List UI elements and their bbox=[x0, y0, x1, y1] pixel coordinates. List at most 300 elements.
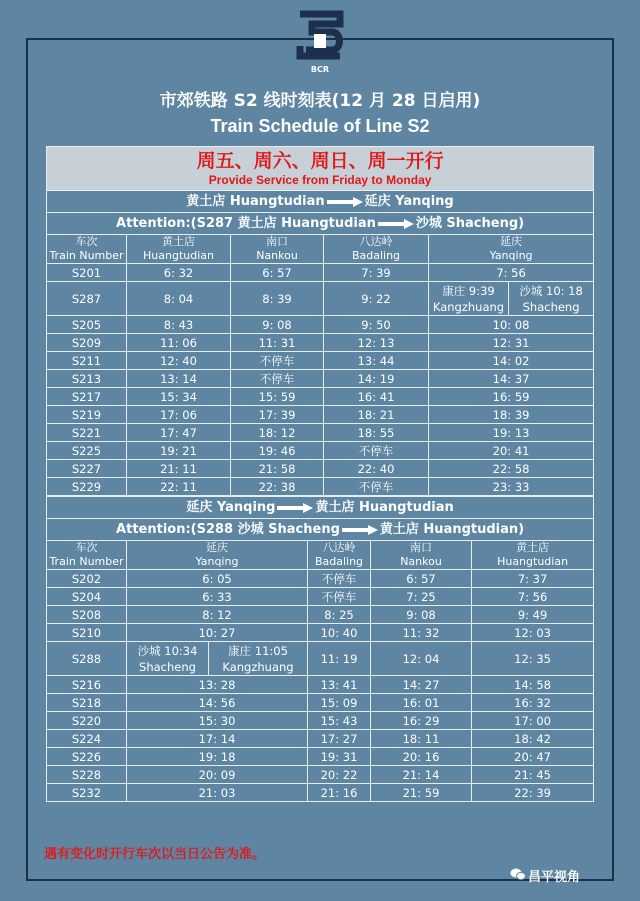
table-cell bbox=[371, 712, 472, 730]
header-en: Huangtudian bbox=[143, 249, 214, 262]
header-cn: 车次 bbox=[75, 541, 98, 554]
attention-prefix: Attention:(S287 黄土店 Huangtudian bbox=[116, 216, 376, 231]
attention-line bbox=[47, 519, 594, 541]
cell-value: 22: 40 bbox=[357, 461, 395, 476]
cell-value: 11: 19 bbox=[320, 651, 358, 666]
table-cell bbox=[231, 282, 324, 316]
table-cell bbox=[324, 316, 429, 334]
cell-value: 13: 44 bbox=[357, 353, 395, 368]
table-cell bbox=[472, 588, 594, 606]
cell-value: S227 bbox=[71, 461, 102, 476]
arrow-right-icon bbox=[378, 219, 414, 229]
cell-value: 20: 09 bbox=[198, 767, 236, 782]
cell-value: 12: 13 bbox=[357, 335, 395, 350]
table-cell bbox=[127, 730, 308, 748]
cell-value: 21: 11 bbox=[160, 461, 197, 476]
cell-value: S224 bbox=[71, 731, 102, 746]
header-cell bbox=[127, 235, 231, 264]
table-row bbox=[47, 676, 594, 694]
header-cn: 八达岭 bbox=[359, 235, 393, 248]
header-row bbox=[47, 541, 594, 570]
cell-value: 15: 59 bbox=[258, 389, 296, 404]
table-cell bbox=[429, 316, 594, 334]
split-station: Shacheng bbox=[522, 299, 580, 314]
cell-value: 17: 00 bbox=[514, 713, 551, 728]
cell-value: 17: 39 bbox=[258, 407, 296, 422]
cell-value: 18: 11 bbox=[402, 731, 440, 746]
cell-value: 20: 47 bbox=[514, 749, 551, 764]
cell-value: 15: 43 bbox=[320, 713, 358, 728]
dir-to: 延庆 Yanqing bbox=[364, 194, 454, 209]
table-cell bbox=[127, 766, 308, 784]
cell-value: 10: 08 bbox=[492, 317, 530, 332]
table-cell bbox=[231, 370, 324, 388]
cell-value: 19: 18 bbox=[198, 749, 236, 764]
cell-value: 12: 04 bbox=[402, 651, 440, 666]
direction-line bbox=[47, 496, 594, 519]
header-cell bbox=[231, 235, 324, 264]
title-cn: 市郊铁路 S2 线时刻表(12 月 28 日启用) bbox=[159, 91, 481, 111]
table-cell bbox=[472, 606, 594, 624]
cell-value: 18: 42 bbox=[514, 731, 551, 746]
attention-line bbox=[47, 213, 594, 235]
cell-value: 14: 56 bbox=[198, 695, 236, 710]
table-cell bbox=[47, 694, 127, 712]
table-cell bbox=[127, 334, 231, 352]
table-row bbox=[47, 460, 594, 478]
table-row bbox=[47, 606, 594, 624]
cell-value: 19: 46 bbox=[258, 443, 296, 458]
table-cell bbox=[371, 730, 472, 748]
cell-value: 7: 25 bbox=[406, 589, 436, 604]
table-row bbox=[47, 388, 594, 406]
cell-value: 8: 39 bbox=[262, 291, 292, 306]
cell-value: 22: 38 bbox=[258, 479, 296, 494]
cell-value: 11: 06 bbox=[160, 335, 197, 350]
table-cell bbox=[371, 694, 472, 712]
cell-value: S221 bbox=[71, 425, 102, 440]
cell-value: 11: 32 bbox=[402, 625, 440, 640]
table-cell bbox=[47, 606, 127, 624]
cell-value: 9: 08 bbox=[262, 317, 292, 332]
cell-value: 13: 28 bbox=[198, 677, 236, 692]
cell-value: 14: 19 bbox=[357, 371, 395, 386]
cell-value: 15: 09 bbox=[320, 695, 358, 710]
table-row bbox=[47, 570, 594, 588]
table-cell bbox=[429, 370, 594, 388]
table-cell bbox=[371, 642, 472, 676]
service-band bbox=[47, 147, 594, 191]
cell-value: S217 bbox=[71, 389, 102, 404]
cell-value: 14: 27 bbox=[402, 677, 440, 692]
table-cell bbox=[47, 282, 127, 316]
cell-value: S201 bbox=[71, 265, 102, 280]
cell-value: 14: 37 bbox=[492, 371, 530, 386]
header-cn: 八达岭 bbox=[322, 541, 356, 554]
cell-value: 不停车 bbox=[259, 371, 295, 386]
table-row bbox=[47, 316, 594, 334]
cell-value: S228 bbox=[71, 767, 102, 782]
table-row bbox=[47, 712, 594, 730]
table-cell bbox=[127, 588, 308, 606]
dir-from: 黄土店 Huangtudian bbox=[186, 194, 325, 209]
cell-value: 21: 16 bbox=[320, 785, 358, 800]
table-row bbox=[47, 442, 594, 460]
table-cell bbox=[127, 406, 231, 424]
table-cell bbox=[47, 624, 127, 642]
schedule-table bbox=[46, 146, 594, 802]
header-cn: 延庆 bbox=[206, 541, 228, 554]
cell-value: 22: 39 bbox=[514, 785, 551, 800]
cell-value: 15: 30 bbox=[198, 713, 236, 728]
cell-value: S220 bbox=[71, 713, 102, 728]
cell-value: 20: 16 bbox=[402, 749, 440, 764]
cell-value: 17: 27 bbox=[320, 731, 358, 746]
table-cell bbox=[371, 588, 472, 606]
cell-value: 14: 02 bbox=[492, 353, 530, 368]
table-cell bbox=[47, 460, 127, 478]
table-row bbox=[47, 334, 594, 352]
header-cn: 南口 bbox=[410, 541, 432, 554]
table-cell bbox=[324, 388, 429, 406]
table-cell bbox=[472, 784, 594, 802]
table-row bbox=[47, 406, 594, 424]
cell-value: 21: 03 bbox=[198, 785, 236, 800]
header-en: Nankou bbox=[256, 249, 298, 262]
table-cell bbox=[127, 442, 231, 460]
cell-value: 12: 03 bbox=[514, 625, 551, 640]
table-cell bbox=[308, 588, 371, 606]
split-cell-kangzhuang bbox=[429, 282, 509, 316]
table-cell bbox=[429, 388, 594, 406]
cell-value: 7: 56 bbox=[496, 265, 526, 280]
table-cell bbox=[127, 712, 308, 730]
cell-value: 不停车 bbox=[358, 479, 394, 494]
header-row bbox=[47, 235, 594, 264]
bcr-logo-icon bbox=[292, 10, 348, 74]
split-time: 康庄 11:05 bbox=[228, 643, 288, 658]
split-station: Kangzhuang bbox=[432, 299, 505, 314]
table-cell bbox=[231, 316, 324, 334]
watermark: 昌平视角 bbox=[528, 870, 581, 885]
logo-text: BCR bbox=[310, 65, 330, 74]
table-cell bbox=[324, 264, 429, 282]
table-cell bbox=[47, 712, 127, 730]
arrow-right-icon bbox=[277, 503, 313, 513]
table-cell bbox=[127, 676, 308, 694]
arrow-right-icon bbox=[327, 197, 363, 207]
cell-value: 19: 21 bbox=[160, 443, 197, 458]
attention-prefix: Attention:(S288 沙城 Shacheng bbox=[116, 522, 340, 537]
cell-value: 21: 59 bbox=[402, 785, 440, 800]
header-en: Badaling bbox=[314, 555, 364, 568]
cell-value: 9: 08 bbox=[406, 607, 436, 622]
table-cell bbox=[127, 748, 308, 766]
wechat-icon bbox=[510, 867, 526, 881]
arrow-right-icon bbox=[342, 525, 378, 535]
cell-value: 不停车 bbox=[358, 443, 394, 458]
cell-value: S213 bbox=[71, 371, 102, 386]
title-en: Train Schedule of Line S2 bbox=[210, 116, 430, 136]
table-cell bbox=[371, 624, 472, 642]
cell-value: S204 bbox=[71, 589, 102, 604]
table-cell bbox=[371, 748, 472, 766]
cell-value: S205 bbox=[71, 317, 102, 332]
cell-value: S209 bbox=[71, 335, 102, 350]
table-cell bbox=[47, 766, 127, 784]
cell-value: S226 bbox=[71, 749, 102, 764]
table-cell bbox=[47, 730, 127, 748]
table-cell bbox=[127, 624, 308, 642]
table-cell bbox=[429, 424, 594, 442]
cell-value: 不停车 bbox=[259, 353, 295, 368]
cell-value: 16: 59 bbox=[492, 389, 530, 404]
cell-value: 6: 32 bbox=[163, 265, 194, 280]
table-cell bbox=[127, 352, 231, 370]
cell-value: 6: 57 bbox=[406, 571, 436, 586]
header-cell bbox=[472, 541, 594, 570]
table-cell bbox=[472, 766, 594, 784]
cell-value: 不停车 bbox=[321, 571, 357, 586]
header-en: Nankou bbox=[400, 555, 442, 568]
header-cell bbox=[371, 541, 472, 570]
split-time: 沙城 10:34 bbox=[137, 643, 198, 658]
cell-value: 17: 47 bbox=[160, 425, 197, 440]
table-cell bbox=[472, 730, 594, 748]
table-cell bbox=[308, 676, 371, 694]
cell-value: 13: 14 bbox=[160, 371, 197, 386]
table-cell bbox=[47, 264, 127, 282]
cell-value: 13: 41 bbox=[320, 677, 358, 692]
table-row bbox=[47, 588, 594, 606]
cell-value: S288 bbox=[71, 651, 102, 666]
cell-value: 16: 41 bbox=[357, 389, 395, 404]
table-cell bbox=[429, 334, 594, 352]
cell-value: 14: 58 bbox=[514, 677, 551, 692]
table-cell bbox=[231, 442, 324, 460]
table-cell bbox=[47, 478, 127, 497]
cell-value: 17: 06 bbox=[160, 407, 197, 422]
cell-value: 6: 33 bbox=[202, 589, 232, 604]
cell-value: S218 bbox=[71, 695, 102, 710]
service-en: Provide Service from Friday to Monday bbox=[208, 173, 432, 187]
cell-value: 20: 41 bbox=[492, 443, 530, 458]
cell-value: 18: 39 bbox=[492, 407, 530, 422]
table-cell bbox=[231, 478, 324, 497]
cell-value: 19: 31 bbox=[320, 749, 358, 764]
cell-value: S232 bbox=[71, 785, 102, 800]
cell-value: 16: 29 bbox=[402, 713, 440, 728]
table-cell bbox=[324, 424, 429, 442]
table-cell bbox=[371, 676, 472, 694]
table-cell bbox=[47, 748, 127, 766]
table-cell bbox=[308, 624, 371, 642]
table-cell bbox=[308, 570, 371, 588]
table-row bbox=[47, 370, 594, 388]
table-cell bbox=[231, 334, 324, 352]
table-cell bbox=[308, 642, 371, 676]
dir-to: 黄土店 Huangtudian bbox=[315, 500, 454, 515]
cell-value: 10: 27 bbox=[198, 625, 236, 640]
cell-value: 12: 31 bbox=[492, 335, 530, 350]
cell-value: 7: 39 bbox=[361, 265, 391, 280]
cell-value: 23: 33 bbox=[492, 479, 530, 494]
cell-value: S211 bbox=[71, 353, 102, 368]
cell-value: 不停车 bbox=[321, 589, 357, 604]
header-cell bbox=[429, 235, 594, 264]
table-cell bbox=[127, 388, 231, 406]
split-cell-kangzhuang bbox=[209, 642, 308, 676]
cell-value: S287 bbox=[71, 291, 102, 306]
cell-value: 9: 50 bbox=[361, 317, 391, 332]
cell-value: 10: 40 bbox=[320, 625, 358, 640]
cell-value: S216 bbox=[71, 677, 102, 692]
table-cell bbox=[308, 784, 371, 802]
table-cell bbox=[127, 370, 231, 388]
cell-value: 9: 22 bbox=[361, 291, 391, 306]
table-cell bbox=[47, 352, 127, 370]
table-cell bbox=[47, 424, 127, 442]
cell-value: 11: 31 bbox=[258, 335, 296, 350]
table-cell bbox=[127, 282, 231, 316]
table-cell bbox=[472, 570, 594, 588]
table-cell bbox=[127, 316, 231, 334]
table-cell bbox=[127, 784, 308, 802]
cell-value: 8: 12 bbox=[202, 607, 232, 622]
attention-to: 黄土店 Huangtudian) bbox=[379, 522, 525, 537]
cell-value: 8: 43 bbox=[163, 317, 194, 332]
header-cell bbox=[308, 541, 371, 570]
table-cell bbox=[127, 460, 231, 478]
cell-value: 8: 25 bbox=[324, 607, 354, 622]
cell-value: S210 bbox=[71, 625, 102, 640]
cell-value: 12: 35 bbox=[514, 651, 551, 666]
cell-value: 18: 21 bbox=[357, 407, 395, 422]
cell-value: 7: 37 bbox=[517, 571, 548, 586]
table-cell bbox=[308, 766, 371, 784]
header-cell bbox=[127, 541, 308, 570]
attention-to: 沙城 Shacheng) bbox=[415, 216, 525, 231]
schedule bbox=[46, 146, 593, 802]
table-cell bbox=[127, 694, 308, 712]
table-cell bbox=[47, 370, 127, 388]
cell-value: 12: 40 bbox=[160, 353, 197, 368]
table-row bbox=[47, 264, 594, 282]
table-cell bbox=[324, 406, 429, 424]
notice: 遇有变化时开行车次以当日公告为准。 bbox=[44, 847, 266, 862]
table-cell bbox=[324, 478, 429, 497]
table-cell bbox=[308, 748, 371, 766]
header-cn: 黄土店 bbox=[516, 541, 550, 554]
table-cell bbox=[47, 588, 127, 606]
cell-value: 7: 56 bbox=[517, 589, 548, 604]
table-cell bbox=[231, 388, 324, 406]
table-cell bbox=[472, 712, 594, 730]
table-cell bbox=[47, 442, 127, 460]
table-row bbox=[47, 282, 594, 316]
table-cell bbox=[324, 334, 429, 352]
cell-value: 18: 55 bbox=[357, 425, 395, 440]
table-cell bbox=[472, 748, 594, 766]
cell-value: 21: 14 bbox=[402, 767, 440, 782]
header-cn: 南口 bbox=[266, 235, 288, 248]
dir-from: 延庆 Yanqing bbox=[186, 500, 276, 515]
table-cell bbox=[429, 406, 594, 424]
table-cell bbox=[324, 352, 429, 370]
table-cell bbox=[371, 766, 472, 784]
table-cell bbox=[231, 460, 324, 478]
header-cn: 延庆 bbox=[500, 235, 523, 248]
table-cell bbox=[308, 730, 371, 748]
table-row bbox=[47, 694, 594, 712]
table-cell bbox=[47, 334, 127, 352]
cell-value: S229 bbox=[71, 479, 102, 494]
table-cell bbox=[127, 570, 308, 588]
header-en: Yanqing bbox=[489, 249, 533, 262]
cell-value: 6: 05 bbox=[202, 571, 232, 586]
table-cell bbox=[429, 478, 594, 497]
header-en: Badaling bbox=[351, 249, 401, 262]
table-cell bbox=[127, 606, 308, 624]
table-cell bbox=[47, 316, 127, 334]
cell-value: 21: 45 bbox=[514, 767, 551, 782]
header-cell bbox=[47, 235, 127, 264]
split-cell-shacheng bbox=[509, 282, 594, 316]
table-cell bbox=[429, 442, 594, 460]
split-cell-shacheng bbox=[127, 642, 209, 676]
cell-value: 16: 32 bbox=[514, 695, 551, 710]
table-cell bbox=[371, 606, 472, 624]
table-cell bbox=[47, 388, 127, 406]
header-cn: 车次 bbox=[75, 235, 98, 248]
table-cell bbox=[47, 406, 127, 424]
cell-value: S219 bbox=[71, 407, 102, 422]
table-cell bbox=[472, 676, 594, 694]
cell-value: 8: 04 bbox=[163, 291, 194, 306]
table-cell bbox=[324, 370, 429, 388]
table-cell bbox=[47, 676, 127, 694]
cell-value: 9: 49 bbox=[517, 607, 548, 622]
table-cell bbox=[47, 570, 127, 588]
table-cell bbox=[472, 642, 594, 676]
table-cell bbox=[231, 406, 324, 424]
header-cn: 黄土店 bbox=[162, 235, 195, 248]
header-en: Train Number bbox=[49, 555, 124, 568]
cell-value: 16: 01 bbox=[402, 695, 440, 710]
cell-value: 6: 57 bbox=[262, 265, 292, 280]
table-cell bbox=[231, 264, 324, 282]
table-cell bbox=[324, 282, 429, 316]
table-row bbox=[47, 424, 594, 442]
cell-value: 21: 58 bbox=[258, 461, 296, 476]
table-row bbox=[47, 784, 594, 802]
table-cell bbox=[472, 624, 594, 642]
header-en: Train Number bbox=[49, 249, 124, 262]
table-cell bbox=[231, 424, 324, 442]
table-cell bbox=[429, 352, 594, 370]
direction-line bbox=[47, 191, 594, 213]
table-cell bbox=[47, 784, 127, 802]
table-row bbox=[47, 642, 594, 676]
table-cell bbox=[324, 460, 429, 478]
header-cell bbox=[324, 235, 429, 264]
cell-value: S208 bbox=[71, 607, 102, 622]
table-cell bbox=[429, 264, 594, 282]
split-station: Shacheng bbox=[139, 659, 196, 674]
table-cell bbox=[127, 264, 231, 282]
table-cell bbox=[127, 424, 231, 442]
cell-value: S202 bbox=[71, 571, 102, 586]
